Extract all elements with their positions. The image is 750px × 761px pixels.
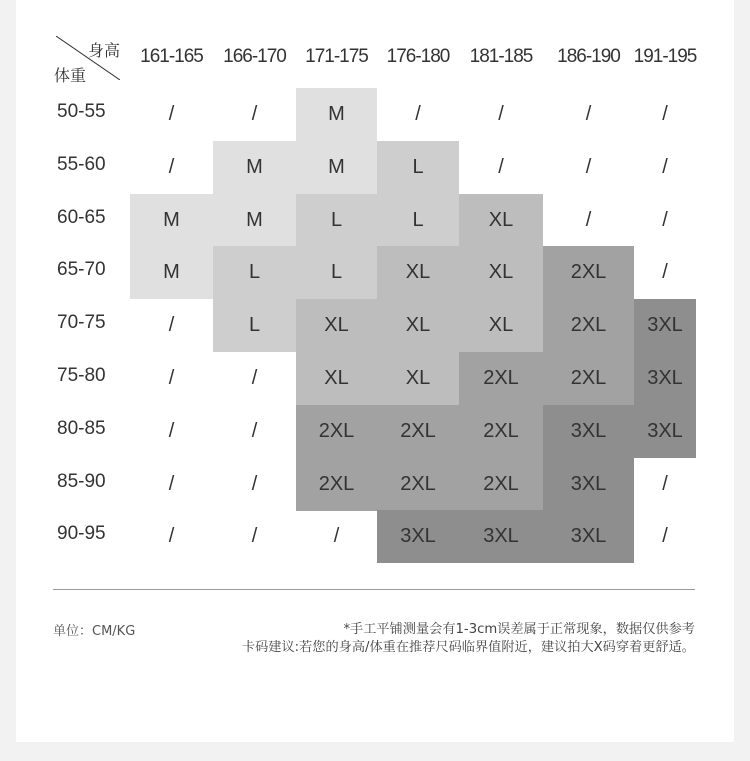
height-column-header: 166-170 <box>223 46 286 67</box>
size-cell: 2XL <box>459 458 543 511</box>
weight-axis-label: 体重 <box>54 66 87 85</box>
size-cell: / <box>415 103 421 125</box>
size-cell: / <box>585 103 592 125</box>
size-cell: XL <box>459 299 543 352</box>
size-cell: 3XL <box>543 405 634 458</box>
size-cell: 3XL <box>634 405 696 458</box>
size-cell: M <box>213 194 296 247</box>
height-axis-label: 身高 <box>87 41 120 60</box>
size-cell: 2XL <box>296 405 377 458</box>
size-cell: / <box>251 473 258 495</box>
size-cell: L <box>213 246 296 299</box>
size-cell: XL <box>459 194 543 247</box>
divider-line <box>53 589 695 590</box>
size-cell: L <box>213 299 296 352</box>
size-cell: 3XL <box>377 510 459 563</box>
weight-row-header: 75-80 <box>57 365 106 386</box>
size-cell: 2XL <box>543 246 634 299</box>
size-cell: M <box>296 141 377 194</box>
size-cell: L <box>377 141 459 194</box>
size-cell: / <box>498 156 504 178</box>
weight-row-header: 70-75 <box>57 312 106 334</box>
height-column-header: 161-165 <box>140 46 203 67</box>
size-cell: / <box>168 420 175 442</box>
size-cell: 3XL <box>634 299 696 352</box>
size-cell: 2XL <box>459 352 543 405</box>
height-column-header: 186-190 <box>557 46 620 67</box>
size-cell: 2XL <box>377 458 459 511</box>
size-cell: / <box>662 473 668 495</box>
size-cell: / <box>585 156 592 178</box>
size-cell: 3XL <box>543 458 634 511</box>
size-cell: M <box>130 194 213 247</box>
size-cell: 2XL <box>543 299 634 352</box>
size-cell: / <box>662 156 668 178</box>
table-corner-header <box>54 36 120 85</box>
weight-row-header: 80-85 <box>57 417 106 439</box>
size-cell: / <box>662 261 668 283</box>
size-cell: 3XL <box>543 510 634 563</box>
size-cell: / <box>251 103 258 125</box>
size-cell: M <box>213 141 296 194</box>
size-cell: / <box>662 525 668 547</box>
size-cell: / <box>498 103 504 125</box>
size-cell: / <box>168 314 175 336</box>
size-cell: 3XL <box>459 510 543 563</box>
size-cell: 3XL <box>634 352 696 405</box>
size-cell: M <box>130 246 213 299</box>
size-cell: XL <box>459 246 543 299</box>
size-cell: / <box>251 367 258 389</box>
size-cell: 2XL <box>459 405 543 458</box>
unit-label: 单位：CM/KG <box>53 624 136 639</box>
size-cell: / <box>168 367 175 389</box>
height-column-header: 176-180 <box>386 46 450 67</box>
size-cell: XL <box>296 352 377 405</box>
size-cell: L <box>296 246 377 299</box>
size-cell: / <box>662 103 668 125</box>
weight-row-header: 55-60 <box>57 153 106 175</box>
size-cell: 2XL <box>377 405 459 458</box>
size-cell: / <box>251 420 258 442</box>
size-cell: / <box>333 525 340 547</box>
size-cell: / <box>585 209 592 231</box>
weight-row-header: 65-70 <box>57 259 106 281</box>
size-cell: XL <box>377 299 459 352</box>
weight-row-header: 50-55 <box>57 101 106 122</box>
size-cell: / <box>662 209 668 231</box>
size-cell: XL <box>296 299 377 352</box>
size-cell: XL <box>377 352 459 405</box>
weight-row-header: 60-65 <box>57 206 106 228</box>
height-column-header: 171-175 <box>305 46 368 67</box>
size-cell: 2XL <box>543 352 634 405</box>
weight-row-header: 85-90 <box>57 470 106 492</box>
size-cell: / <box>168 156 175 178</box>
size-cell: L <box>377 194 459 247</box>
height-column-header: 181-185 <box>469 46 533 67</box>
size-cell: / <box>168 473 175 495</box>
height-column-header: 191-195 <box>633 46 697 67</box>
weight-row-header: 90-95 <box>57 523 106 545</box>
size-cell: / <box>168 103 175 125</box>
size-cell: / <box>168 525 175 547</box>
size-cell: XL <box>377 246 459 299</box>
size-cell: 2XL <box>296 458 377 511</box>
size-cell: L <box>296 194 377 247</box>
size-cell: M <box>296 88 377 141</box>
size-cell: / <box>251 525 258 547</box>
measurement-note: *手工平铺测量会有1-3cm误差属于正常现象，数据仅供参考 <box>343 622 695 637</box>
size-advice-note: 卡码建议:若您的身高/体重在推荐尺码临界值附近，建议拍大X码穿着更舒适。 <box>241 640 695 655</box>
